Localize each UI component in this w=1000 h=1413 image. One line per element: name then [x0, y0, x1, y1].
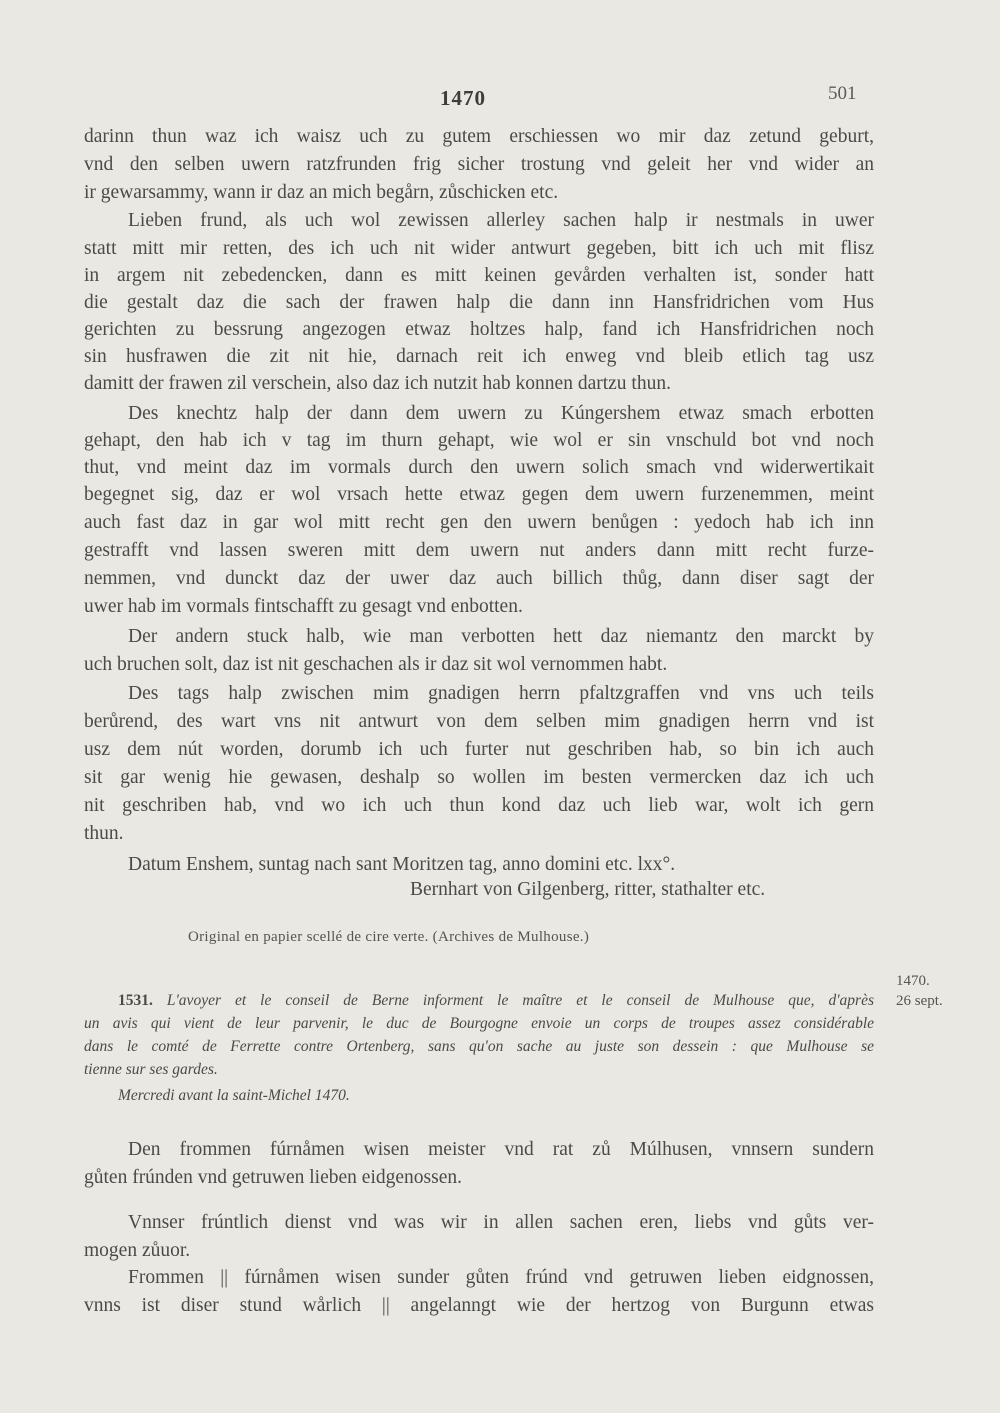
letter-line: vnd den selben uwern ratzfrunden frig sicher trostung vnd geleit her vnd wider an — [84, 154, 874, 175]
letter-line: uch bruchen solt, daz ist nit geschachen als ir daz sit wol vernommen habt. — [84, 654, 668, 675]
letter-line: begegnet sig, daz er wol vrsach hette etwaz gegen dem uwern furzenemmen, meint — [84, 484, 874, 505]
regest-line: un avis qui vient de leur parvenir, le duc de Bourgogne envoie un corps de troupes assez considérable — [84, 1015, 874, 1032]
letter-line: gehapt, den hab ich v tag im thurn gehapt, wie wol er sin vnschuld bot vnd noch — [84, 430, 874, 451]
source-note: Original en papier scellé de cire verte. (Archives de Mulhouse.) — [188, 929, 590, 945]
letter-line: sin husfrawen die zit nit hie, darnach reit ich enweg vnd bleib etlich tag usz — [84, 346, 874, 367]
letter-line: Der andern stuck halb, wie man verbotten hett daz niemantz den marckt by — [128, 626, 874, 647]
letter-line: Des knechtz halp der dann dem uwern zu Kúngershem etwaz smach erbotten — [128, 403, 874, 424]
page-number: 501 — [828, 83, 857, 104]
letter2-line: gůten frúnden vnd getruwen lieben eidgenossen. — [84, 1167, 462, 1188]
letter-line: uwer hab im vormals fintschafft zu gesagt vnd enbotten. — [84, 596, 523, 617]
letter-line: Lieben frund, als uch wol zewissen allerley sachen halp ir nestmals in uwer — [128, 210, 874, 231]
letter2-line: mogen zůuor. — [84, 1240, 191, 1261]
letter-line: gestrafft vnd lassen sweren mitt dem uwern nut anders dann mitt recht furze- — [84, 540, 874, 561]
letter-line: gerichten zu bessrung angezogen etwaz holtzes halp, fand ich Hansfridrichen noch — [84, 319, 874, 340]
regest-line: tienne sur ses gardes. — [84, 1061, 218, 1078]
letter-line: usz dem nút worden, dorumb ich uch furter nut geschriben hab, so bin ich auch — [84, 739, 874, 760]
letter-line: berůrend, des wart vns nit antwurt von dem selben mim gnadigen herrn vnd ist — [84, 711, 874, 732]
letter-signature: Bernhart von Gilgenberg, ritter, stathalter etc. — [410, 879, 766, 900]
letter-line: thut, vnd meint daz im vormals durch den uwern solich smach vnd widerwertikait — [84, 457, 874, 478]
letter-line: nit geschriben hab, vnd wo ich uch thun kond daz uch lieb war, wolt ich gern — [84, 795, 874, 816]
letter-line: Des tags halp zwischen mim gnadigen herrn pfaltzgraffen vnd vns uch teils — [128, 683, 874, 704]
letter-line: nemmen, vnd dunckt daz der uwer daz auch billich thůg, dann diser sagt der — [84, 568, 874, 589]
letter-line: darinn thun waz ich waisz uch zu gutem erschiessen wo mir daz zetund geburt, — [84, 126, 874, 147]
page-header-year: 1470 — [440, 86, 486, 110]
regest-line — [118, 990, 874, 1012]
letter-line: in argem nit zebedencken, dann es mitt keinen gevården verhalten ist, sonder hatt — [84, 265, 874, 286]
letter-line: damitt der frawen zil verschein, also daz ich nutzit hab konnen dartzu thun. — [84, 373, 671, 394]
regest-text: L'avoyer et le conseil de Berne informent le maître et le conseil de Mulhouse que, d'après — [166, 992, 874, 1009]
regest-date: Mercredi avant la saint-Michel 1470. — [118, 1087, 350, 1104]
letter2-line: Den frommen fúrnåmen wisen meister vnd rat zů Múlhusen, vnnsern sundern — [128, 1139, 874, 1160]
letter-line: thun. — [84, 823, 124, 844]
letter2-line: Vnnser frúntlich dienst vnd was wir in allen sachen eren, liebs vnd gůts ver- — [128, 1212, 874, 1233]
letter2-line: Frommen || fúrnåmen wisen sunder gůten frúnd vnd getruwen lieben eidgnossen, — [128, 1267, 874, 1288]
margin-day: 26 sept. — [896, 993, 943, 1009]
regest-line: dans le comté de Ferrette contre Ortenberg, sans qu'on sache au juste son dessein : que Mulhouse se — [84, 1038, 874, 1055]
letter-line: ir gewarsammy, wann ir daz an mich begårn, zůschicken etc. — [84, 182, 559, 203]
letter-line: die gestalt daz die sach der frawen halp die dann inn Hansfridrichen vom Hus — [84, 292, 874, 313]
margin-year: 1470. — [896, 973, 930, 989]
letter-line: sit gar wenig hie gewasen, deshalp so wollen im besten vermercken daz ich uch — [84, 767, 874, 788]
regest-number: 1531. — [118, 992, 153, 1009]
letter-dateline: Datum Enshem, suntag nach sant Moritzen tag, anno domini etc. lxx°. — [128, 854, 676, 875]
letter-line: auch fast daz in gar wol mitt recht gen den uwern benůgen : yedoch hab ich inn — [84, 512, 874, 533]
letter-line: statt mitt mir retten, des ich uch nit wider antwurt gegeben, bitt ich uch mit flisz — [84, 238, 874, 259]
letter2-line: vnns ist diser stund wårlich || angelanngt wie der hertzog von Burgunn etwas — [84, 1295, 874, 1316]
